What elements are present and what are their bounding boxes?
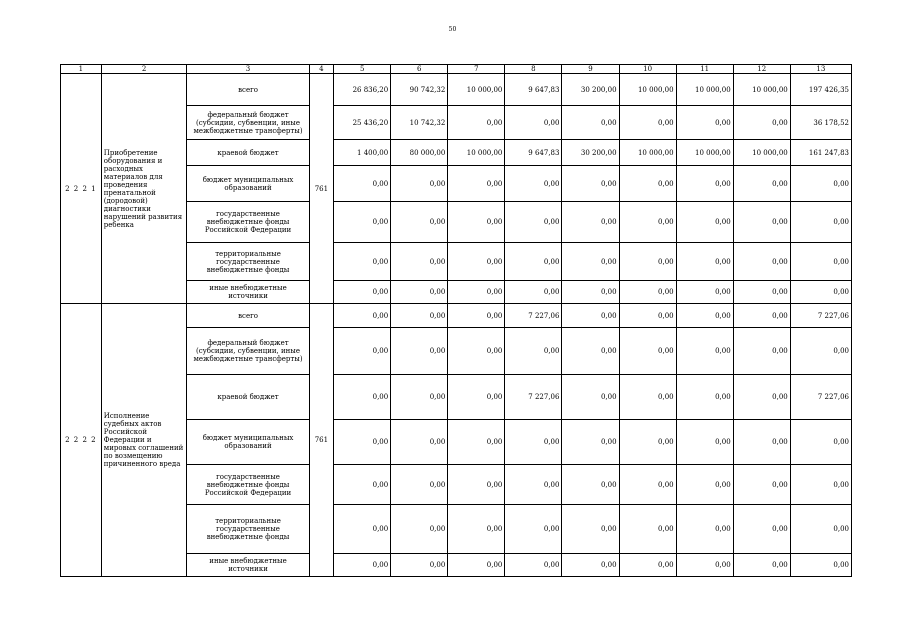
funding-source: территориальные государственные внебюджетные фонды <box>187 243 309 281</box>
amount-cell: 0,00 <box>619 465 676 505</box>
amount-cell: 0,00 <box>733 375 790 420</box>
amount-cell: 0,00 <box>676 202 733 243</box>
amount-cell: 0,00 <box>334 304 391 328</box>
column-number: 7 <box>448 65 505 74</box>
amount-cell: 0,00 <box>676 465 733 505</box>
amount-cell: 0,00 <box>619 304 676 328</box>
amount-cell: 1 400,00 <box>334 140 391 166</box>
amount-cell: 0,00 <box>676 166 733 202</box>
table-row <box>61 304 852 328</box>
amount-cell: 10 000,00 <box>448 74 505 106</box>
amount-cell: 0,00 <box>334 328 391 375</box>
funding-source: иные внебюджетные источники <box>187 281 309 304</box>
amount-cell: 0,00 <box>562 304 619 328</box>
amount-cell: 0,00 <box>733 202 790 243</box>
amount-cell: 10 000,00 <box>733 140 790 166</box>
amount-cell: 0,00 <box>391 304 448 328</box>
amount-cell: 0,00 <box>562 328 619 375</box>
amount-cell: 0,00 <box>733 243 790 281</box>
responsible-code: 761 <box>309 74 333 304</box>
amount-cell: 0,00 <box>334 505 391 554</box>
amount-cell: 10 000,00 <box>619 140 676 166</box>
amount-cell: 0,00 <box>676 328 733 375</box>
amount-cell: 0,00 <box>334 465 391 505</box>
amount-cell: 0,00 <box>448 106 505 140</box>
amount-cell: 0,00 <box>733 304 790 328</box>
amount-cell: 80 000,00 <box>391 140 448 166</box>
amount-cell: 0,00 <box>790 420 851 465</box>
column-number: 1 <box>61 65 102 74</box>
amount-cell: 10 742,32 <box>391 106 448 140</box>
amount-cell: 0,00 <box>733 420 790 465</box>
funding-source: краевой бюджет <box>187 375 309 420</box>
funding-source: государственные внебюджетные фонды Российской Федерации <box>187 202 309 243</box>
amount-cell: 0,00 <box>505 106 562 140</box>
amount-cell: 0,00 <box>448 375 505 420</box>
amount-cell: 0,00 <box>334 166 391 202</box>
funding-source: бюджет муниципальных образований <box>187 166 309 202</box>
amount-cell: 0,00 <box>391 420 448 465</box>
amount-cell: 0,00 <box>733 166 790 202</box>
amount-cell: 0,00 <box>334 202 391 243</box>
column-number: 12 <box>733 65 790 74</box>
amount-cell: 0,00 <box>334 375 391 420</box>
amount-cell: 0,00 <box>676 243 733 281</box>
amount-cell: 0,00 <box>334 420 391 465</box>
funding-source: краевой бюджет <box>187 140 309 166</box>
amount-cell: 30 200,00 <box>562 140 619 166</box>
amount-cell: 0,00 <box>619 505 676 554</box>
section-name: Исполнение судебных актов Российской Федерации и мировых соглашений по возмещению причиненного вреда <box>101 304 187 577</box>
amount-cell: 0,00 <box>505 166 562 202</box>
amount-cell: 0,00 <box>676 554 733 577</box>
amount-cell: 197 426,35 <box>790 74 851 106</box>
amount-cell: 0,00 <box>505 243 562 281</box>
section-name: Приобретение оборудования и расходных материалов для проведения пренатальной (дородовой) диагностики нарушений развития ребенка <box>101 74 187 304</box>
amount-cell: 0,00 <box>505 328 562 375</box>
amount-cell: 0,00 <box>619 243 676 281</box>
amount-cell: 0,00 <box>619 420 676 465</box>
column-number: 6 <box>391 65 448 74</box>
amount-cell: 0,00 <box>448 281 505 304</box>
page-number: 50 <box>448 26 457 33</box>
column-number: 9 <box>562 65 619 74</box>
amount-cell: 0,00 <box>619 106 676 140</box>
amount-cell: 10 000,00 <box>448 140 505 166</box>
amount-cell: 0,00 <box>733 281 790 304</box>
section-index: 2 2 2 2 <box>61 304 102 577</box>
column-number: 13 <box>790 65 851 74</box>
amount-cell: 10 000,00 <box>619 74 676 106</box>
amount-cell: 0,00 <box>733 505 790 554</box>
amount-cell: 7 227,06 <box>505 375 562 420</box>
amount-cell: 10 000,00 <box>733 74 790 106</box>
amount-cell: 161 247,83 <box>790 140 851 166</box>
amount-cell: 0,00 <box>505 281 562 304</box>
funding-source: федеральный бюджет (субсидии, субвенции, иные межбюджетные трансферты) <box>187 106 309 140</box>
amount-cell: 25 436,20 <box>334 106 391 140</box>
amount-cell: 0,00 <box>505 505 562 554</box>
amount-cell: 0,00 <box>391 243 448 281</box>
amount-cell: 0,00 <box>448 328 505 375</box>
amount-cell: 0,00 <box>733 465 790 505</box>
amount-cell: 0,00 <box>562 281 619 304</box>
amount-cell: 0,00 <box>334 281 391 304</box>
amount-cell: 0,00 <box>562 243 619 281</box>
amount-cell: 7 227,06 <box>790 375 851 420</box>
amount-cell: 0,00 <box>562 505 619 554</box>
amount-cell: 9 647,83 <box>505 74 562 106</box>
amount-cell: 7 227,06 <box>505 304 562 328</box>
funding-source: всего <box>187 74 309 106</box>
funding-source: государственные внебюджетные фонды Российской Федерации <box>187 465 309 505</box>
responsible-code: 761 <box>309 304 333 577</box>
amount-cell: 0,00 <box>733 328 790 375</box>
amount-cell: 0,00 <box>619 328 676 375</box>
amount-cell: 0,00 <box>790 166 851 202</box>
column-number: 11 <box>676 65 733 74</box>
amount-cell: 0,00 <box>790 281 851 304</box>
amount-cell: 0,00 <box>790 465 851 505</box>
amount-cell: 0,00 <box>619 202 676 243</box>
amount-cell: 0,00 <box>448 202 505 243</box>
funding-source: территориальные государственные внебюджетные фонды <box>187 505 309 554</box>
amount-cell: 0,00 <box>505 554 562 577</box>
amount-cell: 0,00 <box>562 202 619 243</box>
amount-cell: 0,00 <box>619 375 676 420</box>
amount-cell: 7 227,06 <box>790 304 851 328</box>
column-number: 4 <box>309 65 333 74</box>
amount-cell: 36 178,52 <box>790 106 851 140</box>
column-number-row <box>61 65 852 74</box>
amount-cell: 0,00 <box>733 554 790 577</box>
amount-cell: 0,00 <box>448 465 505 505</box>
amount-cell: 9 647,83 <box>505 140 562 166</box>
amount-cell: 10 000,00 <box>676 74 733 106</box>
amount-cell: 0,00 <box>790 505 851 554</box>
amount-cell: 0,00 <box>733 106 790 140</box>
column-number: 10 <box>619 65 676 74</box>
amount-cell: 0,00 <box>448 243 505 281</box>
amount-cell: 0,00 <box>790 328 851 375</box>
funding-source: бюджет муниципальных образований <box>187 420 309 465</box>
amount-cell: 10 000,00 <box>676 140 733 166</box>
amount-cell: 0,00 <box>676 281 733 304</box>
amount-cell: 0,00 <box>448 420 505 465</box>
amount-cell: 0,00 <box>562 375 619 420</box>
amount-cell: 0,00 <box>391 281 448 304</box>
amount-cell: 0,00 <box>334 554 391 577</box>
amount-cell: 0,00 <box>391 465 448 505</box>
column-number: 5 <box>334 65 391 74</box>
amount-cell: 0,00 <box>790 202 851 243</box>
amount-cell: 30 200,00 <box>562 74 619 106</box>
amount-cell: 0,00 <box>619 166 676 202</box>
amount-cell: 0,00 <box>448 554 505 577</box>
amount-cell: 0,00 <box>505 202 562 243</box>
column-number: 2 <box>101 65 187 74</box>
funding-source: всего <box>187 304 309 328</box>
amount-cell: 0,00 <box>505 420 562 465</box>
amount-cell: 0,00 <box>391 328 448 375</box>
amount-cell: 0,00 <box>391 375 448 420</box>
amount-cell: 0,00 <box>562 554 619 577</box>
amount-cell: 0,00 <box>391 202 448 243</box>
amount-cell: 0,00 <box>562 106 619 140</box>
amount-cell: 0,00 <box>448 304 505 328</box>
amount-cell: 0,00 <box>619 554 676 577</box>
amount-cell: 0,00 <box>676 106 733 140</box>
amount-cell: 0,00 <box>448 166 505 202</box>
budget-table <box>60 64 852 577</box>
amount-cell: 0,00 <box>676 304 733 328</box>
amount-cell: 0,00 <box>676 375 733 420</box>
funding-source: федеральный бюджет (субсидии, субвенции, иные межбюджетные трансферты) <box>187 328 309 375</box>
amount-cell: 0,00 <box>619 281 676 304</box>
amount-cell: 0,00 <box>391 166 448 202</box>
amount-cell: 0,00 <box>676 420 733 465</box>
amount-cell: 0,00 <box>562 465 619 505</box>
amount-cell: 26 836,20 <box>334 74 391 106</box>
section-index: 2 2 2 1 <box>61 74 102 304</box>
amount-cell: 0,00 <box>391 554 448 577</box>
column-number: 8 <box>505 65 562 74</box>
column-number: 3 <box>187 65 309 74</box>
funding-source: иные внебюджетные источники <box>187 554 309 577</box>
amount-cell: 0,00 <box>676 505 733 554</box>
amount-cell: 0,00 <box>334 243 391 281</box>
amount-cell: 0,00 <box>562 420 619 465</box>
amount-cell: 0,00 <box>790 243 851 281</box>
amount-cell: 0,00 <box>562 166 619 202</box>
amount-cell: 0,00 <box>448 505 505 554</box>
amount-cell: 0,00 <box>505 465 562 505</box>
table-row <box>61 74 852 106</box>
amount-cell: 0,00 <box>391 505 448 554</box>
amount-cell: 90 742,32 <box>391 74 448 106</box>
amount-cell: 0,00 <box>790 554 851 577</box>
